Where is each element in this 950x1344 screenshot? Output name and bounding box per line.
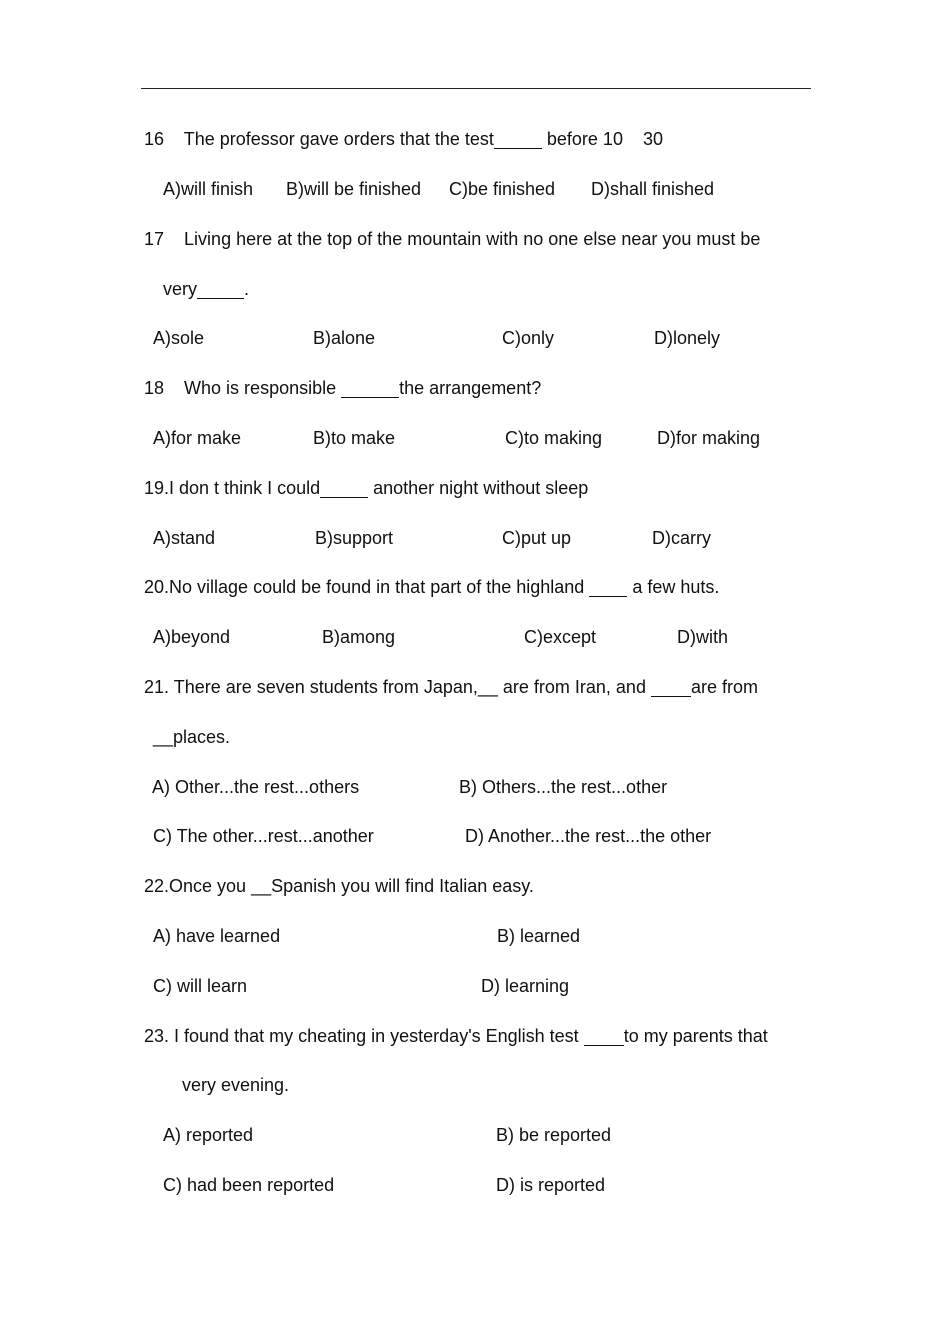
header-rule (141, 88, 811, 89)
option-c: C)put up (502, 528, 572, 548)
question-number: 16 (144, 129, 165, 149)
option-b: B)will be finished (286, 179, 422, 199)
option-c: C)only (502, 328, 555, 348)
answer-blank (589, 578, 627, 597)
question-22-stem: 22.Once you __Spanish you will find Italian easy. (144, 876, 534, 896)
option-d: D)lonely (654, 328, 721, 348)
option-a: A) reported (163, 1125, 254, 1145)
question-23-stem-cont: very evening. (182, 1075, 290, 1095)
option-b: B) be reported (496, 1125, 612, 1145)
answer-blank (341, 379, 399, 398)
question-20-stem: 20.No village could be found in that part of the highland a few huts. (144, 577, 720, 597)
answer-blank (197, 280, 244, 299)
option-a: A)stand (153, 528, 216, 548)
option-b: B)alone (313, 328, 376, 348)
option-d: D)shall finished (591, 179, 715, 199)
question-number: 17 (144, 229, 165, 249)
option-c: C)be finished (449, 179, 556, 199)
option-c: C) will learn (153, 976, 248, 996)
option-b: B)support (315, 528, 394, 548)
option-b: B)among (322, 627, 396, 647)
question-17-stem-cont: very . (163, 279, 250, 299)
question-21-stem: 21. There are seven students from Japan,__ are from Iran, and are from (144, 677, 758, 697)
question-number: 18 (144, 378, 165, 398)
option-a: A)sole (153, 328, 205, 348)
answer-blank (584, 1027, 624, 1046)
option-c: C)except (524, 627, 597, 647)
option-c: C) had been reported (163, 1175, 335, 1195)
option-d: D)carry (652, 528, 711, 548)
question-17-stem: 17 Living here at the top of the mountain with no one else near you must be (144, 229, 761, 249)
option-d: D) learning (481, 976, 570, 996)
question-18-stem: 18 Who is responsible the arrangement? (144, 378, 542, 398)
option-d: D) Another...the rest...the other (465, 826, 712, 846)
option-c: C) The other...rest...another (153, 826, 374, 846)
option-d: D)for making (657, 428, 761, 448)
question-19-stem: 19.I don t think I could another night without sleep (144, 478, 589, 498)
question-21-stem-cont: __places. (153, 727, 231, 747)
option-b: B) learned (497, 926, 581, 946)
answer-blank (320, 479, 368, 498)
option-b: B) Others...the rest...other (459, 777, 668, 797)
option-a: A)beyond (153, 627, 231, 647)
option-a: A)for make (153, 428, 242, 448)
option-a: A)will finish (163, 179, 254, 199)
option-a: A) have learned (153, 926, 281, 946)
question-16-stem: 16 The professor gave orders that the test before 10 30 (144, 129, 663, 149)
option-b: B)to make (313, 428, 396, 448)
option-c: C)to making (505, 428, 603, 448)
question-23-stem: 23. I found that my cheating in yesterday's English test to my parents that (144, 1026, 768, 1046)
answer-blank (651, 678, 691, 697)
option-d: D)with (677, 627, 729, 647)
option-d: D) is reported (496, 1175, 606, 1195)
answer-blank (494, 130, 542, 149)
option-a: A) Other...the rest...others (152, 777, 360, 797)
